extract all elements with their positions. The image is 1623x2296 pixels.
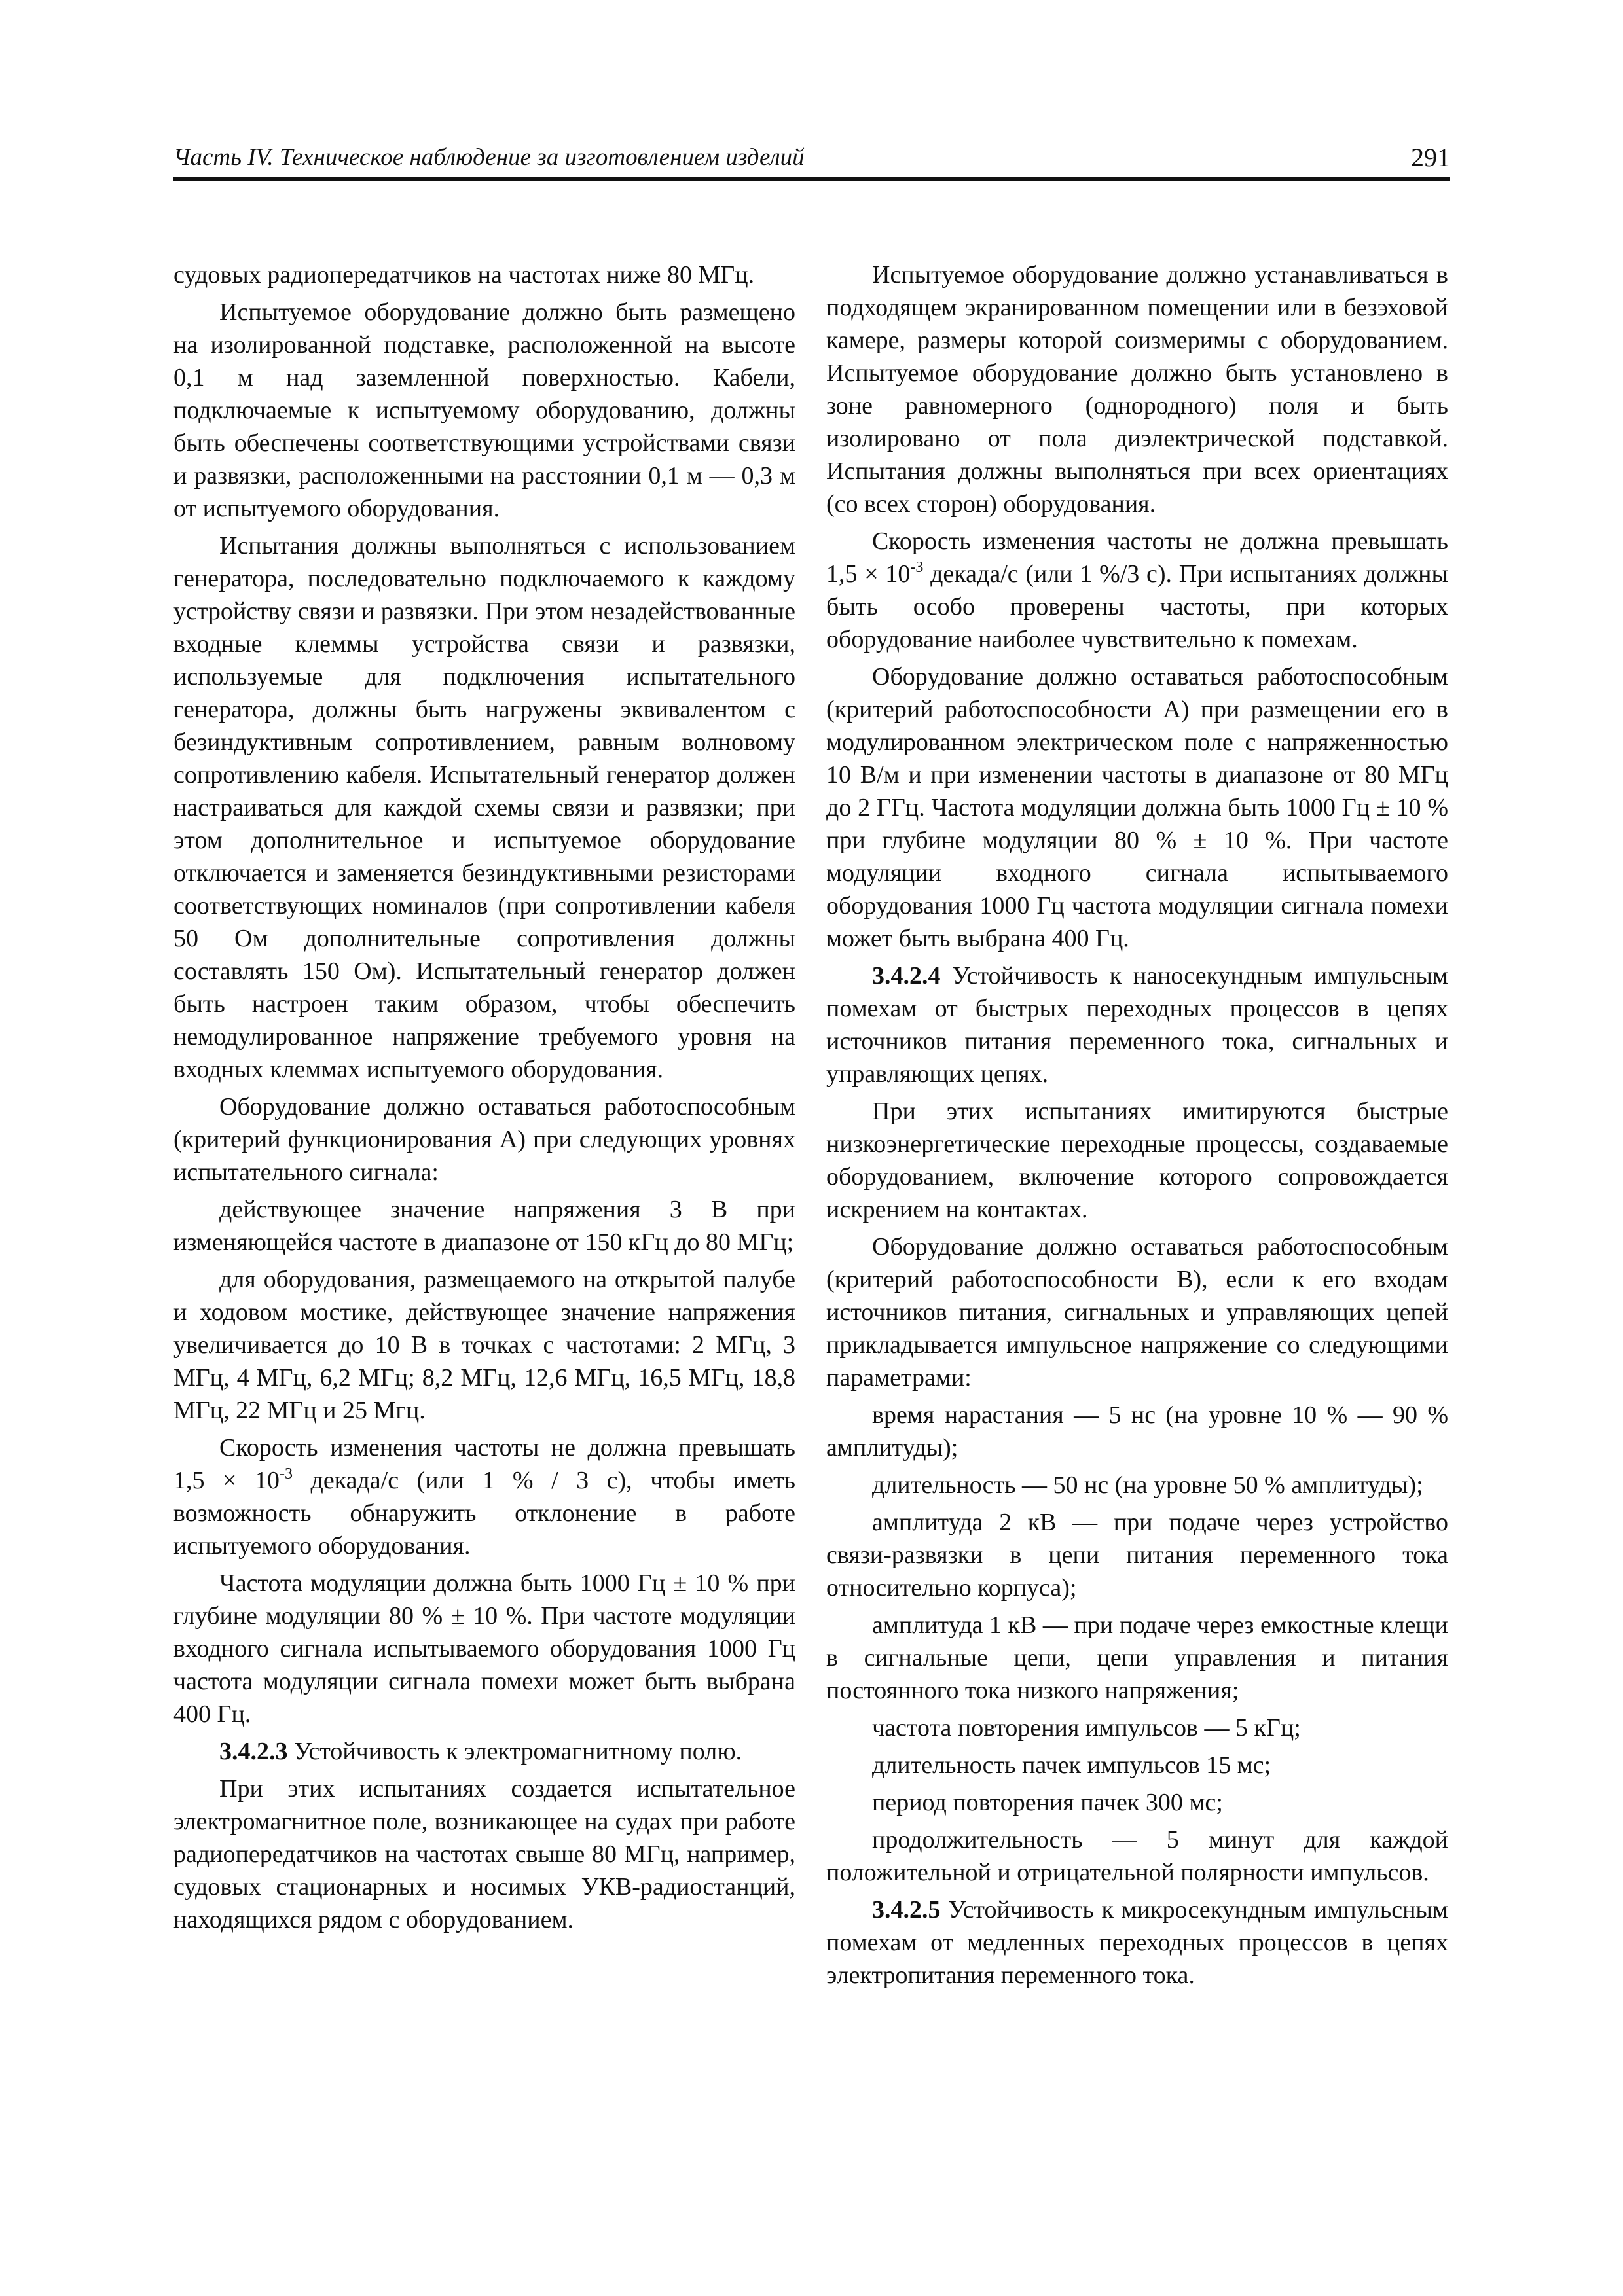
list-item: продолжительность — 5 минут для каждой положительной и отрицательной полярности импульсов. (826, 1826, 1448, 1886)
list-item: длительность пачек импульсов 15 мс; (872, 1751, 1271, 1779)
text-run: декада/с (или 1 %/3 с). При испытаниях должны быть особо проверены частоты, при которых оборудование наиболее чувствительно к помехам. (826, 560, 1448, 653)
paragraph (173, 1431, 795, 1562)
section-title: Устойчивость к микросекундным импульсным помехам от медленных переходных процессов в цепях электропитания переменного тока. (826, 1896, 1448, 1989)
section-number: 3.4.2.5 (872, 1896, 941, 1924)
paragraph: Оборудование должно оставаться работоспособным (критерий функционирования А) при следующих уровнях испытательного сигнала: (173, 1093, 795, 1186)
list-item: амплитуда 2 кВ — при подаче через устройство связи-развязки в цепи питания переменного тока относительно корпуса); (826, 1509, 1448, 1602)
section-heading (826, 1893, 1448, 1992)
section-title: Устойчивость к электромагнитному полю. (287, 1738, 742, 1765)
running-head: Часть IV. Техническое наблюдение за изготовлением изделий (173, 144, 805, 171)
paragraph: Частота модуляции должна быть 1000 Гц ± 10 % при глубине модуляции 80 % ± 10 %. При частоте модуляции входного сигнала испытываемого оборудования 1000 Гц частота модуляции сигнала помехи может быть выбрана 400 Гц. (173, 1570, 795, 1728)
left-column (173, 259, 795, 1941)
section-title: Устойчивость к наносекундным импульсным помехам от быстрых переходных процессов в цепях источников питания переменного тока, сигнальных и управляющих цепях. (826, 962, 1448, 1088)
paragraph: Испытания должны выполняться с использованием генератора, последовательно подключаемого к каждому устройству связи и развязки. При этом незадействованные входные клеммы устройства связи и развязки, используемые для подключения испытательного генератора, должны быть нагружены эквивалентом с безиндуктивным сопротивлением, равным волновому сопротивлению кабеля. Испытательный генератор должен настраиваться для каждой схемы связи и развязки; при этом дополнительное и испытуемое оборудование отключается и заменяется безиндуктивными резисторами соответствующих номиналов (при сопротивлении кабеля 50 Ом дополнительные сопротивления должны составлять 150 Ом). Испытательный генератор должен быть настроен таким образом, чтобы обеспечить немодулированное напряжение требуемого уровня на входных клеммах испытуемого оборудования. (173, 532, 795, 1083)
list-item: длительность — 50 нс (на уровне 50 % амплитуды); (872, 1471, 1423, 1499)
paragraph: судовых радиопередатчиков на частотах ниже 80 МГц. (173, 261, 755, 289)
text-run: декада/с (или 1 % / 3 с), чтобы иметь возможность обнаружить отклонение в работе испытуемого оборудования. (173, 1467, 795, 1560)
page-number: 291 (1411, 143, 1450, 172)
paragraph: При этих испытаниях создается испытательное электромагнитное поле, возникающее на судах при работе радиопередатчиков на частотах свыше 80 МГц, например, судовых стационарных и носимых УКВ-радиостанций, находящихся рядом с оборудованием. (173, 1775, 795, 1933)
text-run: Скорость изменения частоты не должна превышать 1,5 × 10 (826, 528, 1448, 588)
section-number: 3.4.2.4 (872, 962, 941, 990)
paragraph: Испытуемое оборудование должно быть размещено на изолированной подставке, расположенной на высоте 0,1 м над заземленной поверхностью. Кабели, подключаемые к испытуемому оборудованию, должны быть обеспечены соответствующими устройствами связи и развязки, расположенными на расстоянии 0,1 м — 0,3 м от испытуемого оборудования. (173, 298, 795, 522)
exponent: -3 (910, 559, 924, 576)
right-column (826, 259, 1448, 1996)
list-item: амплитуда 1 кВ — при подаче через емкостные клещи в сигнальные цепи, цепи управления и питания постоянного тока низкого напряжения; (826, 1611, 1448, 1704)
list-item: время нарастания — 5 нс (на уровне 10 % — 90 % амплитуды); (826, 1401, 1448, 1462)
list-item: для оборудования, размещаемого на открытой палубе и ходовом мостике, действующее значение напряжения увеличивается до 10 В в точках с частотами: 2 МГц, 3 МГц, 4 МГц, 6,2 МГц; 8,2 МГц, 12,6 МГц, 16,5 МГц, 18,8 МГц, 22 МГц и 25 Мгц. (173, 1266, 795, 1424)
text-run: Скорость изменения частоты не должна превышать 1,5 × 10 (173, 1434, 795, 1494)
list-item: частота повторения импульсов — 5 кГц; (872, 1714, 1301, 1742)
header-rule (173, 177, 1450, 181)
section-heading (173, 1735, 795, 1768)
list-item: период повторения пачек 300 мс; (872, 1789, 1223, 1816)
list-item: действующее значение напряжения 3 В при изменяющейся частоте в диапазоне от 150 кГц до 80 МГц; (173, 1196, 795, 1256)
section-number: 3.4.2.3 (219, 1738, 288, 1765)
paragraph: Оборудование должно оставаться работоспособным (критерий работоспособности А) при размещении его в модулированном электрическом поле с напряженностью 10 В/м и при изменении частоты в диапазоне от 80 МГц до 2 ГГц. Частота модуляции должна быть 1000 Гц ± 10 % при глубине модуляции 80 % ± 10 %. При частоте модуляции входного сигнала испытываемого оборудования 1000 Гц частота модуляции сигнала помехи может быть выбрана 400 Гц. (826, 663, 1448, 952)
section-heading (826, 960, 1448, 1090)
paragraph: Оборудование должно оставаться работоспособным (критерий работоспособности В), если к его входам источников питания, сигнальных и управляющих цепей прикладывается импульсное напряжение со следующими параметрами: (826, 1233, 1448, 1391)
paragraph (826, 525, 1448, 656)
paragraph: При этих испытаниях имитируются быстрые низкоэнергетические переходные процессы, создаваемые оборудованием, включение которого сопровождается искрением на контактах. (826, 1098, 1448, 1223)
exponent: -3 (279, 1465, 293, 1482)
paragraph: Испытуемое оборудование должно устанавливаться в подходящем экранированном помещении или в безэховой камере, размеры которой соизмеримы с оборудованием. Испытуемое оборудование должно быть установлено в зоне равномерного (однородного) поля и быть изолировано от пола диэлектрической подставкой. Испытания должны выполняться при всех ориентациях (со всех сторон) оборудования. (826, 261, 1448, 518)
